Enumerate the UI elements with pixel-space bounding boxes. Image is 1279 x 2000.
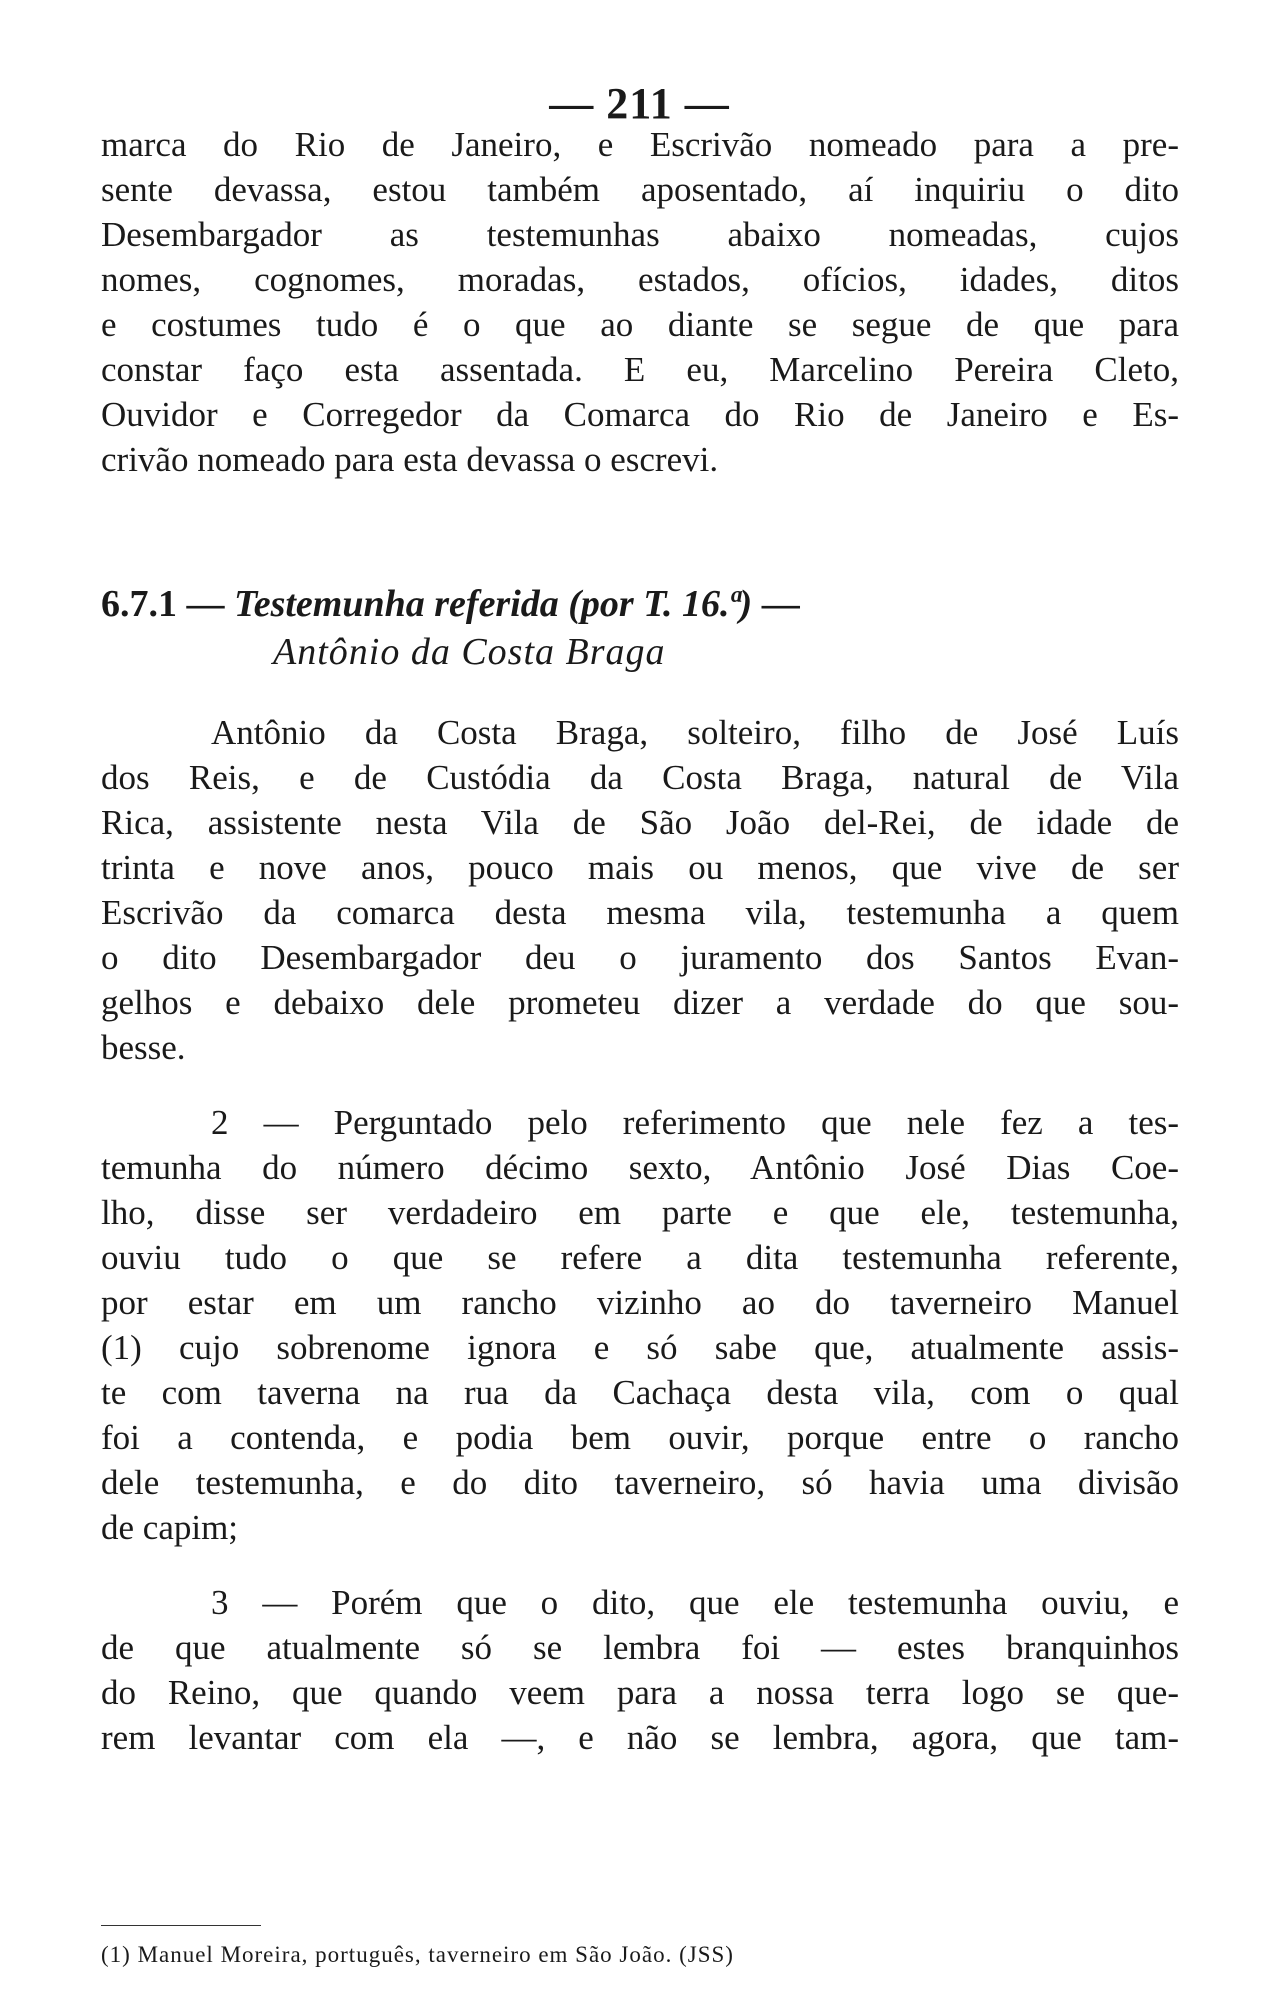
paragraph-3 bbox=[101, 1100, 1179, 1550]
paragraph-line: Escrivão da comarca desta mesma vila, testemunha a quem bbox=[101, 893, 1179, 932]
paragraph-line: Antônio da Costa Braga, solteiro, filho de José Luís bbox=[211, 713, 1179, 752]
paragraph-4 bbox=[101, 1580, 1179, 1760]
paragraph-line: te com taverna na rua da Cachaça desta vila, com o qual bbox=[101, 1373, 1179, 1412]
section-heading bbox=[101, 580, 1179, 676]
paragraph-line: besse. bbox=[101, 1028, 186, 1067]
footnote: (1) Manuel Moreira, português, taverneiro em São João. (JSS) bbox=[101, 1942, 734, 1967]
page-number: — 211 — bbox=[549, 79, 730, 128]
paragraph-line: de capim; bbox=[101, 1508, 239, 1547]
paragraph-line: do Reino, que quando veem para a nossa terra logo se que- bbox=[101, 1673, 1179, 1712]
paragraph-line: o dito Desembargador deu o juramento dos Santos Evan- bbox=[101, 938, 1179, 977]
paragraph-line: 2 — Perguntado pelo referimento que nele fez a tes- bbox=[211, 1103, 1179, 1142]
section-subject-name: Antônio da Costa Braga bbox=[273, 631, 666, 673]
paragraph-line: trinta e nove anos, pouco mais ou menos, que vive de ser bbox=[101, 848, 1179, 887]
paragraph-line: dos Reis, e de Custódia da Costa Braga, natural de Vila bbox=[101, 758, 1179, 797]
paragraph-2 bbox=[101, 710, 1179, 1070]
section-title: Testemunha referida (por T. 16.ª) bbox=[234, 583, 753, 625]
paragraph-line: lho, disse ser verdadeiro em parte e que ele, testemunha, bbox=[101, 1193, 1179, 1232]
paragraph-line: de que atualmente só se lembra foi — estes branquinhos bbox=[101, 1628, 1179, 1667]
paragraph-line: Desembargador as testemunhas abaixo nomeadas, cujos bbox=[101, 215, 1179, 254]
paragraph-line: por estar em um rancho vizinho ao do taverneiro Manuel bbox=[101, 1283, 1179, 1322]
paragraph-line: sente devassa, estou também aposentado, aí inquiriu o dito bbox=[101, 170, 1179, 209]
paragraph-line: (1) cujo sobrenome ignora e só sabe que, atualmente assis- bbox=[101, 1328, 1179, 1367]
paragraph-line: marca do Rio de Janeiro, e Escrivão nomeado para a pre- bbox=[101, 125, 1179, 164]
paragraph-line: e costumes tudo é o que ao diante se segue de que para bbox=[101, 305, 1179, 344]
footnote-divider bbox=[101, 1925, 261, 1926]
paragraph-line: ouviu tudo o que se refere a dita testemunha referente, bbox=[101, 1238, 1179, 1277]
paragraph-line: temunha do número décimo sexto, Antônio José Dias Coe- bbox=[101, 1148, 1179, 1187]
paragraph-line: rem levantar com ela —, e não se lembra, agora, que tam- bbox=[101, 1718, 1179, 1757]
paragraph-1 bbox=[101, 122, 1179, 482]
section-number: 6.7.1 — bbox=[101, 583, 225, 625]
paragraph-line: constar faço esta assentada. E eu, Marcelino Pereira Cleto, bbox=[101, 350, 1179, 389]
paragraph-line: nomes, cognomes, moradas, estados, ofícios, idades, ditos bbox=[101, 260, 1179, 299]
paragraph-line: Ouvidor e Corregedor da Comarca do Rio de Janeiro e Es- bbox=[101, 395, 1179, 434]
paragraph-line: dele testemunha, e do dito taverneiro, só havia uma divisão bbox=[101, 1463, 1179, 1502]
paragraph-line: foi a contenda, e podia bem ouvir, porque entre o rancho bbox=[101, 1418, 1179, 1457]
section-dash: — bbox=[761, 583, 800, 625]
paragraph-line: 3 — Porém que o dito, que ele testemunha ouviu, e bbox=[211, 1583, 1179, 1622]
paragraph-line: gelhos e debaixo dele prometeu dizer a verdade do que sou- bbox=[101, 983, 1179, 1022]
paragraph-line: Rica, assistente nesta Vila de São João del-Rei, de idade de bbox=[101, 803, 1179, 842]
paragraph-line: crivão nomeado para esta devassa o escrevi. bbox=[101, 440, 719, 479]
